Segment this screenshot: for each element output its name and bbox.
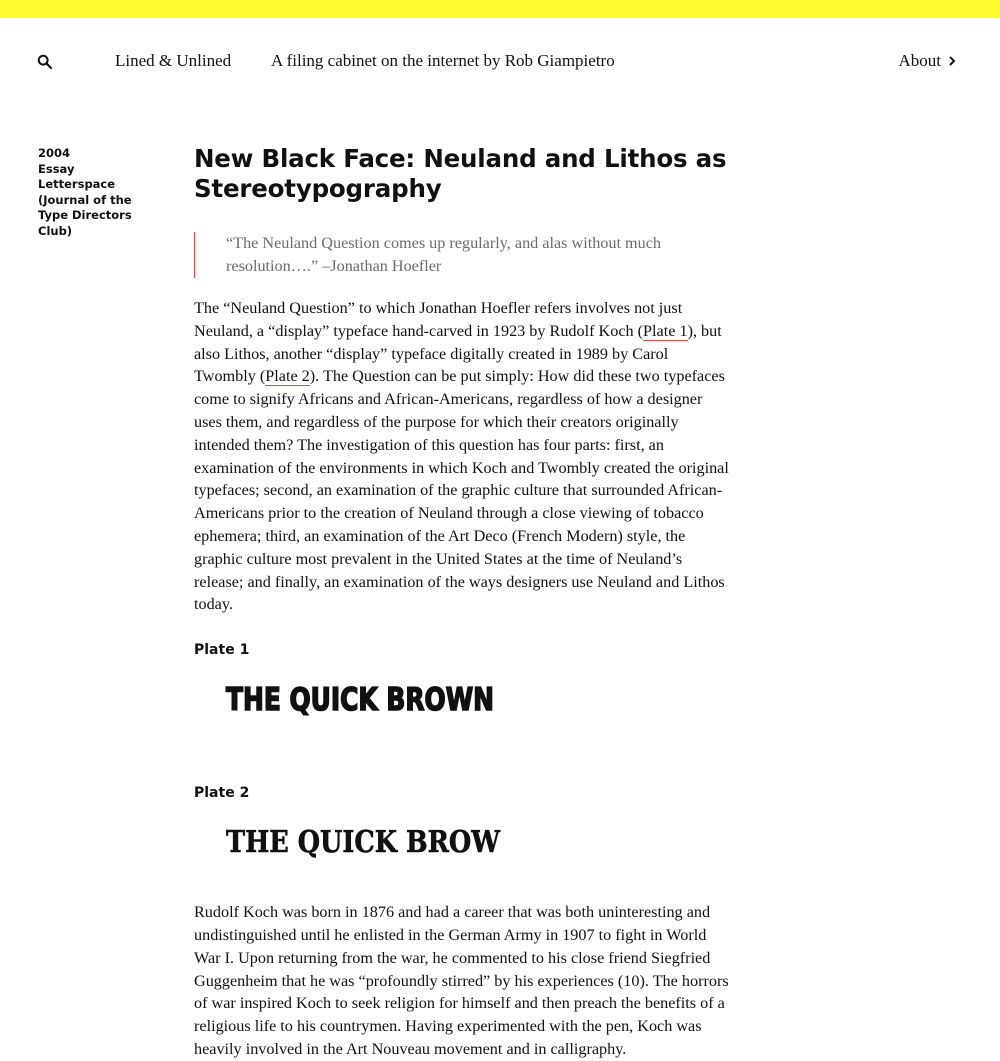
meta-year: 2004: [38, 146, 71, 160]
site-name-link[interactable]: Lined & Unlined: [115, 51, 232, 70]
plate-1-link[interactable]: Plate 1: [643, 321, 688, 340]
article-content: [194, 144, 730, 1061]
meta-publication-line-3: Type Directors: [38, 208, 132, 222]
article-title: New Black Face: Neuland and Lithos as Stereotypography: [194, 144, 727, 203]
paragraph-koch: Rudolf Koch was born in 1876 and had a career that was both uninteresting and undistinguished until he enlisted in the German Army in 1907 to fight in World War I. Upon returning from the war, he commented to his close friend Siegfried Guggenheim that he was “profoundly stirred” by his experiences (10). The horrors of war inspired Koch to seek religion for himself and then preach the benefits of a religious life to his countrymen. Having experimented with the pen, Koch was heavily involved in the Art Nouveau movement and in calligraphy.: [194, 903, 729, 1058]
plate-2-specimen-text: THE QUICK BROW: [226, 825, 502, 861]
plate-1-label: Plate 1: [194, 642, 250, 659]
about-link[interactable]: [899, 51, 957, 71]
plate-2-label: Plate 2: [194, 785, 250, 802]
plate-2-specimen: [194, 801, 730, 897]
accent-bar: [0, 0, 1000, 18]
meta-type: Essay: [38, 161, 75, 176]
meta-publication-line-4: Club): [38, 223, 73, 238]
paragraph-intro-part-3: ). The Question can be put simply: How did these two typefaces come to signify Africans and African-Americans, regardless of how a designer uses them, and regardless of the purpose for which their creators originally intended them? The investigation of this question has four parts: first, an examination of the environments in which Koch and Twombly created the original typefaces; second, an examination of the graphic culture that surrounded African-Americans prior to the creation of Neuland through a close viewing of tobacco ephemera; third, an examination of the Art Deco (French Modern) style, the graphic culture most prevalent in the United States at the time of Neuland’s release; and finally, an examination of the ways designers use Neuland and Lithos today.: [194, 367, 729, 614]
pull-quote: “The Neuland Question comes up regularly, and alas without much resolution….” –Jonathan Hoefler: [194, 232, 730, 278]
paragraph-intro: [194, 297, 730, 616]
plate-1-specimen: [194, 658, 730, 754]
about-label: About: [898, 51, 941, 70]
paragraph-intro-part-2: ), but also Lithos, another “display” typeface digitally created in 1989 by Carol Twombly (: [194, 321, 722, 386]
plate-2-link[interactable]: Plate 2: [265, 367, 310, 386]
site-tagline: A filing cabinet on the internet by Rob Giampietro: [271, 51, 615, 70]
site-header: [0, 48, 1000, 76]
paragraph-intro-part-1: The “Neuland Question” to which Jonathan Hoefler refers involves not just Neuland, a “display” typeface hand-carved in 1923 by Rudolf Koch (: [194, 299, 683, 340]
meta-publication-line-1: Letterspace: [38, 177, 116, 191]
article-meta: [38, 146, 133, 239]
meta-publication-line-2: (Journal of the: [38, 192, 132, 207]
chevron-right-icon: [948, 55, 956, 67]
plate-1-specimen-text: THE QUICK BROWN: [226, 682, 494, 719]
search-icon[interactable]: [37, 54, 53, 70]
